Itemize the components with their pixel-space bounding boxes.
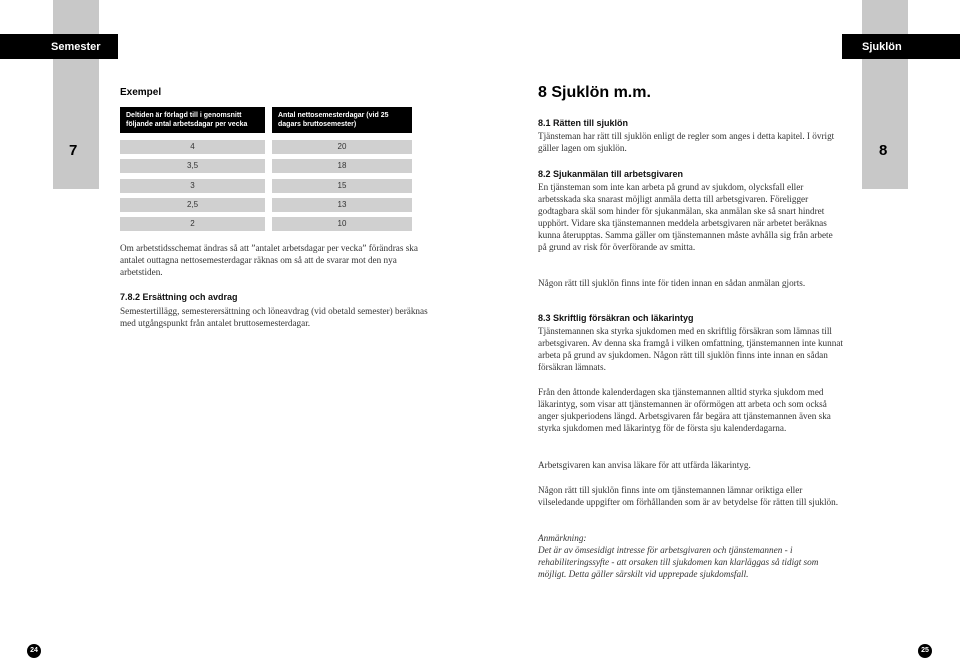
right-chapter-number: 8: [879, 142, 888, 159]
note-text: Det är av ömsesidigt intresse för arbetsgivaren och tjänstemannen - i rehabiliteringssyfte - att orsaken till sjukdomen kan klarläggas så tidigt som möjligt. Detta gäller särskilt vid upprepade sjukdomsfall.: [538, 545, 819, 579]
table-cell: 3: [120, 179, 265, 193]
left-paragraph-1: Om arbetstidsschemat ändras så att ”antalet arbetsdagar per vecka” förändras ska antalet outtagna nettosemesterdagar räknas om så att de svarar mot den nya arbetstiden.: [120, 243, 418, 277]
left-section-heading: 7.8.2 Ersättning och avdrag: [120, 292, 238, 302]
section-8-3-text-3: Arbetsgivaren kan anvisa läkare för att utfärda läkarintyg.: [538, 460, 751, 470]
section-8-3-text: Tjänstemannen ska styrka sjukdomen med en skriftlig försäkran som lämnas till arbetsgivaren. Av denna ska framgå i vilken omfattning, tjänstemannen inte kunnat arbeta på grund av sjukdomen. Någon rätt till sjuklön finns inte innan en sådan försäkran lämnats.: [538, 326, 843, 372]
table-cell: 20: [272, 140, 412, 154]
left-page-number: 24: [27, 644, 41, 658]
left-chapter-tab: [53, 59, 99, 189]
left-gray-tab: [53, 0, 99, 34]
right-header-label: Sjuklön: [862, 41, 902, 53]
section-8-1-heading: 8.1 Rätten till sjuklön: [538, 118, 629, 128]
left-header-label: Semester: [51, 41, 101, 53]
section-8-3-text-4: Någon rätt till sjuklön finns inte om tjänstemannen lämnar oriktiga eller vilseledande uppgifter om förhållanden som är av betydelse för rätten till sjuklön.: [538, 485, 839, 507]
right-page-number: 25: [918, 644, 932, 658]
table-cell: 10: [272, 217, 412, 231]
section-8-3-text-2: Från den åttonde kalenderdagen ska tjänstemannen alltid styrka sjukdom med läkarintyg, som visar att tjänstemannen är oförmögen att arbeta och som också anger sjukperiodens längd. Arbetsgivaren får begära att tjänstemannen även ska styrka sjukdomen med läkarintyg för de första sju kalenderdagarna.: [538, 387, 831, 433]
section-8-2-heading: 8.2 Sjukanmälan till arbetsgivaren: [538, 169, 684, 179]
table-header-workdays: Deltiden är förlagd till i genomsnitt följande antal arbetsdagar per vecka: [120, 107, 265, 133]
chapter-title: 8 Sjuklön m.m.: [538, 84, 651, 101]
table-header-vacation-days: Antal nettosemesterdagar (vid 25 dagars bruttosemester): [272, 107, 412, 133]
table-cell: 13: [272, 198, 412, 212]
example-title: Exempel: [120, 87, 162, 98]
table-cell: 4: [120, 140, 265, 154]
section-8-3-heading: 8.3 Skriftlig försäkran och läkarintyg: [538, 313, 694, 323]
section-8-1-text: Tjänsteman har rätt till sjuklön enligt de regler som anges i detta kapitel. I övrigt gäller lagen om sjuklön.: [538, 131, 835, 153]
section-8-2-text-2: Någon rätt till sjuklön finns inte för tiden innan en sådan anmälan gjorts.: [538, 278, 806, 288]
table-cell: 3,5: [120, 159, 265, 173]
table-cell: 15: [272, 179, 412, 193]
left-paragraph-2: Semestertillägg, semesterersättning och löneavdrag (vid obetald semester) beräknas med utgångspunkt från antalet bruttosemesterdagar.: [120, 306, 428, 328]
table-cell: 2: [120, 217, 265, 231]
left-chapter-number: 7: [69, 142, 78, 159]
table-cell: 18: [272, 159, 412, 173]
table-cell: 2,5: [120, 198, 265, 212]
right-gray-tab: [862, 0, 908, 34]
right-chapter-tab: [862, 59, 908, 189]
section-8-2-text: En tjänsteman som inte kan arbeta på grund av sjukdom, olycksfall eller arbetsskada ska snarast möjligt anmäla detta till arbetsgivaren. Föreligger godtagbara skäl som hinder för sjukanmälan, ska anmälan ske så snart hindret upphört. Vidare ska tjänstemannen meddela arbetsgivaren när arbetet beräknas kunna återupptas. Samma gäller om tjänstemannen måste avhålla sig från arbete på grund av risk för överförande av smitta.: [538, 182, 833, 252]
note-label: Anmärkning:: [538, 533, 587, 543]
